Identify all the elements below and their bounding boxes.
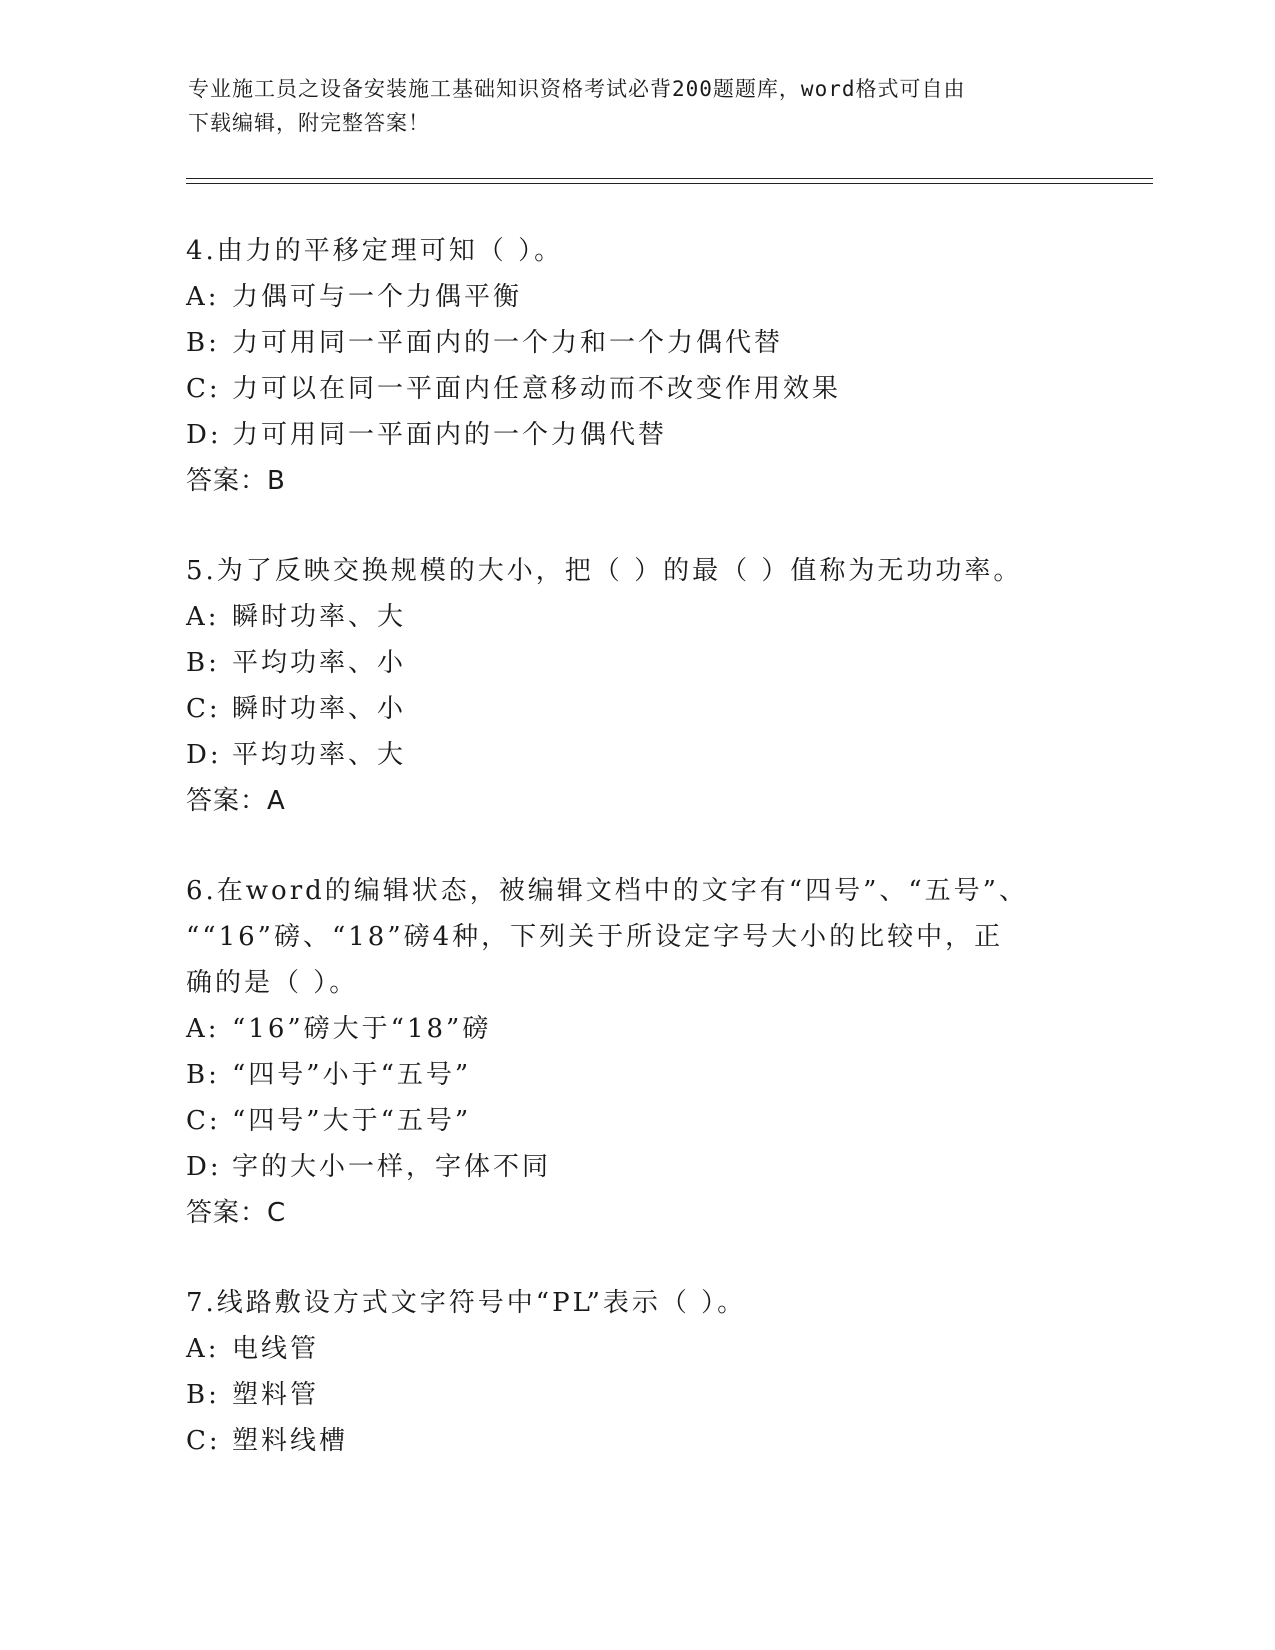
option-label: D: bbox=[186, 1152, 222, 1182]
option-b bbox=[186, 640, 1086, 686]
option-a bbox=[186, 1326, 1086, 1372]
option-d bbox=[186, 1144, 1086, 1190]
question-stem: 4.由力的平移定理可知（ ）。 bbox=[186, 236, 564, 266]
question-stem-line-2: ““16”磅、“18”磅4种，下列关于所设定字号大小的比较中，正 bbox=[186, 922, 1004, 952]
option-b bbox=[186, 1372, 1086, 1418]
question-stem-line-1: 6.在word的编辑状态，被编辑文档中的文字有“四号”、“五号”、 bbox=[186, 876, 1028, 906]
option-text: 字的大小一样，字体不同 bbox=[232, 1152, 552, 1182]
option-label: C: bbox=[186, 374, 221, 404]
option-label: B: bbox=[186, 1060, 220, 1090]
option-label: D: bbox=[186, 420, 222, 450]
option-text: 塑料管 bbox=[232, 1380, 320, 1410]
option-label: C: bbox=[186, 1106, 221, 1136]
option-c bbox=[186, 1418, 1086, 1464]
question-4 bbox=[186, 228, 1086, 504]
option-c bbox=[186, 1098, 1086, 1144]
option-text: 塑料线槽 bbox=[232, 1426, 349, 1456]
option-text: 力可用同一平面内的一个力和一个力偶代替 bbox=[232, 328, 784, 358]
option-text: 平均功率、大 bbox=[232, 740, 407, 770]
option-a bbox=[186, 594, 1086, 640]
option-text: 力可用同一平面内的一个力偶代替 bbox=[232, 420, 668, 450]
header-line-2: 下载编辑，附完整答案！ bbox=[188, 111, 430, 135]
header-divider-top bbox=[186, 178, 1153, 179]
option-a bbox=[186, 1006, 1086, 1052]
document-header bbox=[188, 72, 1068, 140]
option-text: “四号”大于“五号” bbox=[232, 1106, 472, 1136]
answer-line: 答案：A bbox=[186, 786, 286, 816]
question-7 bbox=[186, 1280, 1086, 1464]
option-a bbox=[186, 274, 1086, 320]
header-divider-bottom bbox=[186, 183, 1153, 184]
answer-line: 答案：C bbox=[186, 1198, 287, 1228]
option-text: 电线管 bbox=[232, 1334, 320, 1364]
option-b bbox=[186, 320, 1086, 366]
option-label: C: bbox=[186, 1426, 221, 1456]
answer-line: 答案：B bbox=[186, 466, 286, 496]
option-text: 平均功率、小 bbox=[232, 648, 407, 678]
option-label: D: bbox=[186, 740, 222, 770]
question-stem-line-3: 确的是（ ）。 bbox=[186, 968, 359, 998]
option-text: 瞬时功率、小 bbox=[232, 694, 407, 724]
option-label: B: bbox=[186, 1380, 220, 1410]
question-5 bbox=[186, 548, 1086, 824]
option-text: “四号”小于“五号” bbox=[232, 1060, 472, 1090]
option-d bbox=[186, 732, 1086, 778]
option-label: A: bbox=[186, 602, 220, 632]
question-stem: 7.线路敷设方式文字符号中“PL”表示（ ）。 bbox=[186, 1288, 747, 1318]
option-label: A: bbox=[186, 1334, 220, 1364]
option-label: C: bbox=[186, 694, 221, 724]
header-line-1: 专业施工员之设备安装施工基础知识资格考试必背200题题库，word格式可自由 bbox=[188, 77, 966, 101]
option-text: 瞬时功率、大 bbox=[232, 602, 407, 632]
option-label: B: bbox=[186, 328, 220, 358]
question-6 bbox=[186, 868, 1086, 1236]
option-b bbox=[186, 1052, 1086, 1098]
option-label: B: bbox=[186, 648, 220, 678]
option-c bbox=[186, 366, 1086, 412]
option-text: 力可以在同一平面内任意移动而不改变作用效果 bbox=[232, 374, 842, 404]
option-c bbox=[186, 686, 1086, 732]
option-label: A: bbox=[186, 1014, 220, 1044]
option-label: A: bbox=[186, 282, 220, 312]
option-text: “16”磅大于“18”磅 bbox=[232, 1014, 492, 1044]
option-text: 力偶可与一个力偶平衡 bbox=[232, 282, 523, 312]
question-stem: 5.为了反映交换规模的大小，把（ ）的最（ ）值称为无功功率。 bbox=[186, 556, 1023, 586]
option-d bbox=[186, 412, 1086, 458]
